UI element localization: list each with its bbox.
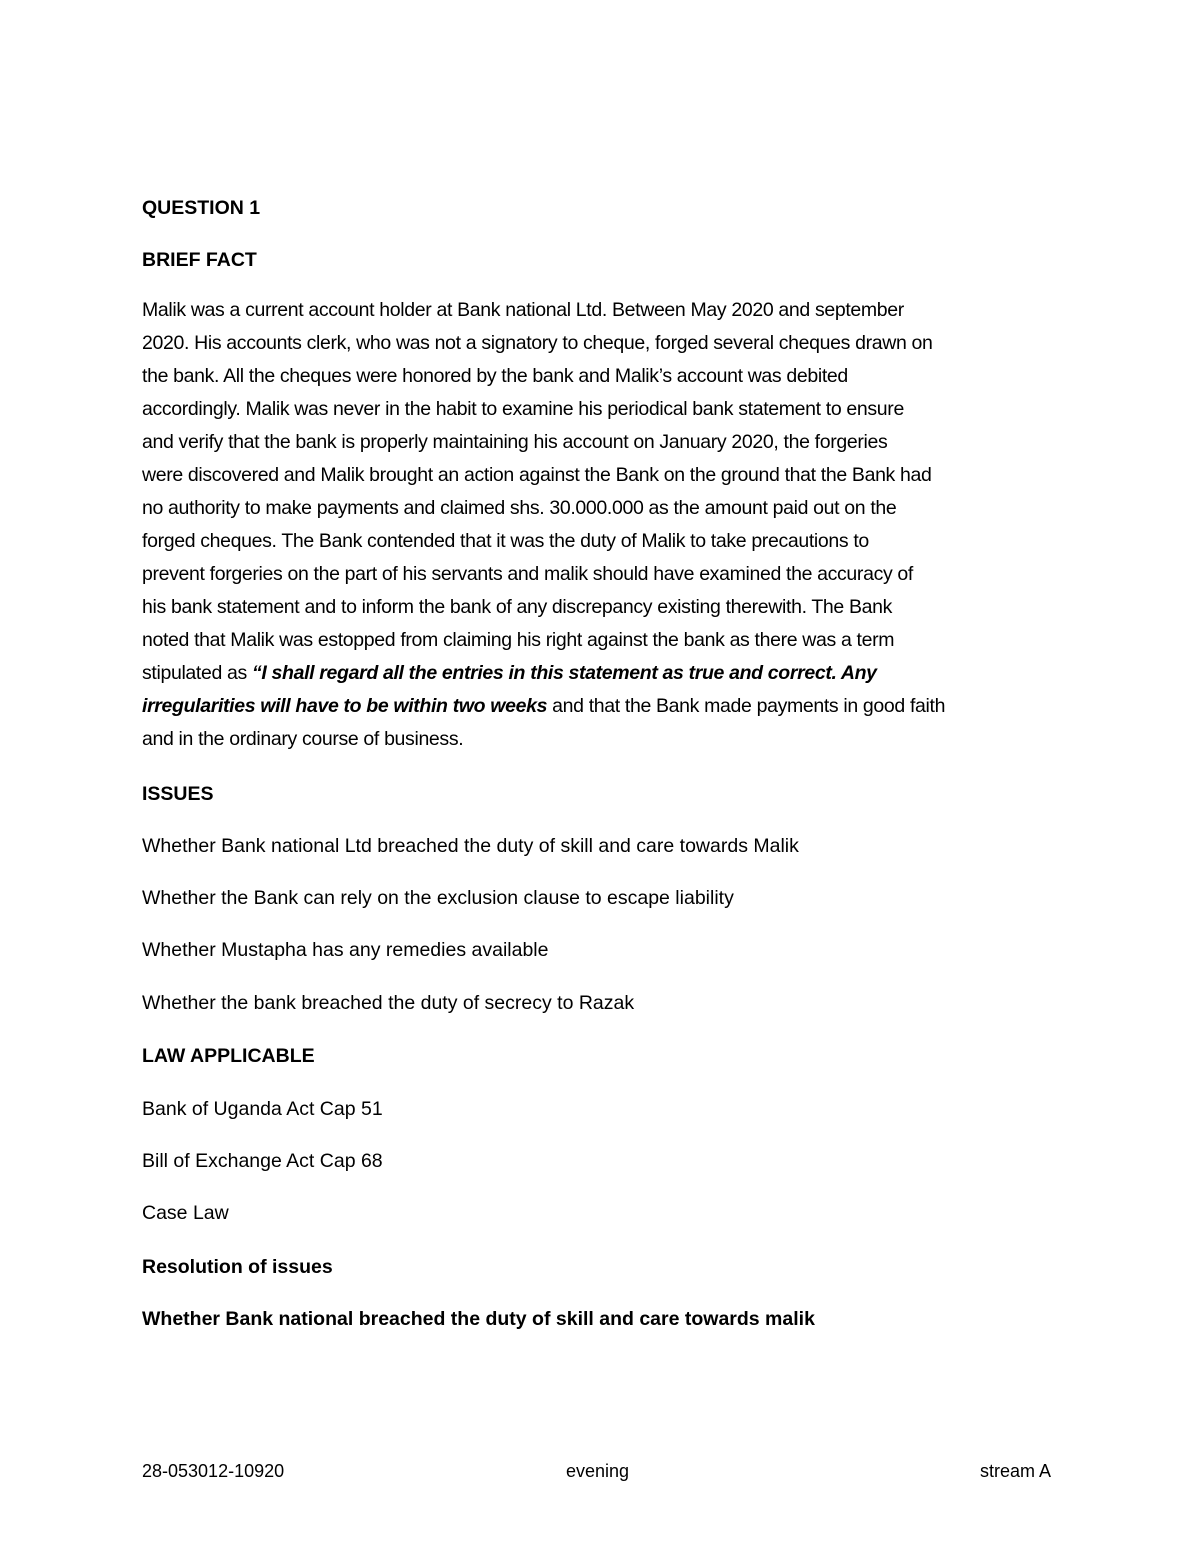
footer-center: evening (566, 1461, 630, 1481)
irregularities-suffix: and that the Bank made payments in good faith (547, 695, 946, 717)
brief-fact-heading: BRIEF FACT (142, 249, 257, 271)
stipulated-quote: “I shall regard all the entries in this statement as true and correct. Any (252, 662, 877, 684)
footer-left: 28-053012-10920 (142, 1461, 285, 1481)
issue-item: Whether Mustapha has any remedies available (142, 939, 549, 961)
law-item: Bank of Uganda Act Cap 51 (142, 1098, 383, 1120)
paragraph-line: Malik was a current account holder at Bank national Ltd. Between May 2020 and september (142, 299, 904, 321)
irregularities-quote: irregularities will have to be within two weeks (142, 695, 548, 717)
paragraph-line: the bank. All the cheques were honored by the bank and Malik’s account was debited (142, 365, 848, 387)
paragraph-line: and in the ordinary course of business. (142, 728, 464, 750)
law-applicable-heading: LAW APPLICABLE (142, 1045, 315, 1067)
issue-item: Whether Bank national Ltd breached the duty of skill and care towards Malik (142, 835, 799, 857)
issue-item: Whether the bank breached the duty of secrecy to Razak (142, 992, 635, 1014)
law-item: Case Law (142, 1202, 229, 1224)
paragraph-line: his bank statement and to inform the bank of any discrepancy existing therewith. The Bank (142, 596, 893, 618)
paragraph-line: no authority to make payments and claimed shs. 30.000.000 as the amount paid out on the (142, 497, 897, 519)
paragraph-line: noted that Malik was estopped from claiming his right against the bank as there was a term (142, 629, 895, 651)
stipulated-prefix: stipulated as (142, 662, 253, 684)
brief-fact-paragraph (142, 294, 1067, 756)
paragraph-line-stipulated (142, 657, 1067, 690)
paragraph-line: prevent forgeries on the part of his servants and malik should have examined the accuracy of (142, 563, 913, 585)
paragraph-line: 2020. His accounts clerk, who was not a signatory to cheque, forged several cheques drawn on (142, 332, 933, 354)
footer-right: stream A (980, 1461, 1052, 1481)
resolution-heading: Resolution of issues (142, 1256, 333, 1278)
paragraph-line: accordingly. Malik was never in the habit to examine his periodical bank statement to ensure (142, 398, 904, 420)
issue-item: Whether the Bank can rely on the exclusion clause to escape liability (142, 887, 734, 909)
resolution-subheading: Whether Bank national breached the duty of skill and care towards malik (142, 1308, 815, 1330)
paragraph-line-irregularities (142, 690, 1067, 723)
paragraph-line: and verify that the bank is properly maintaining his account on January 2020, the forgeries (142, 431, 888, 453)
law-item: Bill of Exchange Act Cap 68 (142, 1150, 383, 1172)
paragraph-line: were discovered and Malik brought an action against the Bank on the ground that the Bank had (142, 464, 932, 486)
paragraph-line: forged cheques. The Bank contended that it was the duty of Malik to take precautions to (142, 530, 869, 552)
question-heading: QUESTION 1 (142, 197, 261, 219)
issues-heading: ISSUES (142, 783, 214, 805)
